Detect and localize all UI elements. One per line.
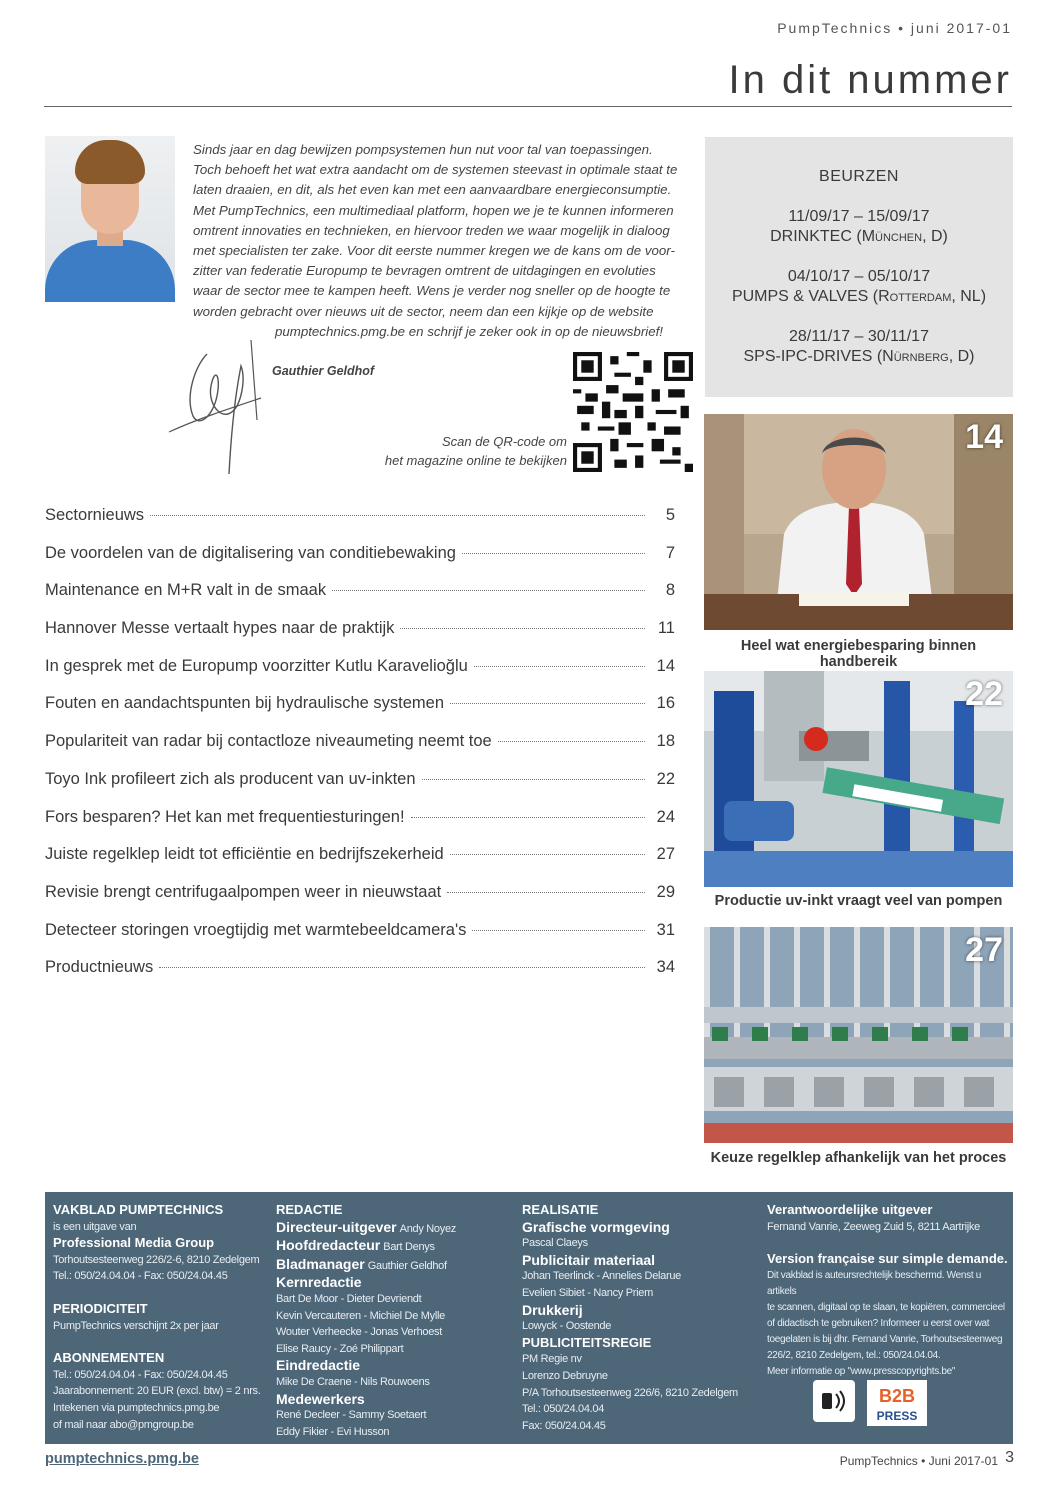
colophon-heading: REALISATIE [522,1202,599,1217]
colophon-text: Jaarabonnement: 20 EUR (excl. btw) = 2 nrs. [53,1385,261,1398]
colophon-text: 226/2, 8210 Zedelgem, tel.: 050/24.04.04. [767,1349,941,1361]
colophon-text: Fernand Vanrie, Zeeweg Zuid 5, 8211 Aartrijke [767,1220,980,1233]
colophon-text: René Decleer - Sammy Soetaert [276,1409,427,1422]
colophon-text: of mail naar abo@pmgroup.be [53,1418,194,1431]
toc-item[interactable] [45,770,675,808]
toc-item[interactable] [45,921,675,959]
feature-caption: Productie uv-inkt vraagt veel van pompen [714,893,1003,909]
colophon-role: Publicitair materiaal [522,1251,656,1268]
trade-fair-item [705,207,1013,247]
colophon-text: PM Regie nv [522,1353,582,1366]
toc-title: Maintenance en M+R valt in de smaak [45,581,327,600]
toc-item[interactable] [45,883,675,921]
colophon-text: Lowyck - Oostende [522,1320,612,1333]
colophon-heading: ABONNEMENTEN [53,1350,165,1366]
toc-title: Fouten en aandachtspunten bij hydraulische systemen [45,694,445,713]
editorial-intro [193,140,683,342]
colophon-heading: VAKBLAD PUMPTECHNICS [53,1202,224,1217]
colophon-heading: REDACTIE [276,1202,343,1217]
colophon-text: Eddy Fikier - Evi Husson [276,1425,390,1438]
colophon-text: te scannen, digitaal op te slaan, te kopiëren, commercieel [767,1301,1005,1313]
colophon-text: toegelaten is bij dhr. Fernand Vanrie, Torhoutsesteenweg [767,1333,1003,1345]
colophon-text: Pascal Claeys [522,1237,588,1250]
toc-item[interactable] [45,808,675,846]
colophon-editorial [276,1202,506,1440]
colophon-text: is een uitgave van [53,1220,137,1233]
colophon-text: Bart Denys [383,1241,435,1254]
intro-line: waar de sector mee te kampen heeft. Wens je verder nog sneller op de hoogte te [193,283,671,299]
signer-name: Gauthier Geldhof [272,364,375,378]
toc-page: 27 [656,845,675,864]
svg-text:PRESS: PRESS [876,1409,918,1423]
toc-item[interactable] [45,732,675,770]
feature-caption: Keuze regelklep afhankelijk van het proces [710,1150,1007,1166]
footer-publication: PumpTechnics • Juni 2017-01 [839,1454,998,1468]
trade-fair-location: (München, D) [856,228,948,245]
qr-caption-line: Scan de QR-code om [441,434,567,449]
toc-item[interactable] [45,581,675,619]
colophon-heading: PUBLICITEITSREGIE [522,1334,652,1350]
intro-line-last: pumptechnics.pmg.be en schrijf je zeker ook in op de nieuwsbrief! [274,323,663,339]
trade-fair-location: (Nürnberg, D) [876,348,975,365]
qr-caption-line: het magazine online te bekijken [384,453,567,468]
toc-page: 5 [665,506,675,524]
intro-line: Sinds jaar en dag bewijzen pompsystemen hun nut voor tal van toepassingen. [193,142,653,157]
toc-title: Hannover Messe vertaalt hypes naar de praktijk [45,619,395,638]
toc-page: 34 [656,958,675,977]
trade-fair-name: SPS-IPC-DRIVES [743,348,873,365]
toc-item[interactable] [45,694,675,732]
colophon-text: Gauthier Geldhof [367,1259,447,1272]
colophon [45,1192,1013,1444]
colophon-text: Tel.: 050/24.04.04 - Fax: 050/24.04.45 [53,1368,228,1381]
intro-line: laten draaien, en dit, als het even kan met een aanvaardbare energieconsumptie. [193,182,672,198]
trade-fair-name: PUMPS & VALVES [731,288,869,305]
toc-page: 29 [656,882,675,901]
colophon-publisher [53,1202,268,1433]
intro-line: Toch behoeft het wat extra aandacht om de systemen steevast in optimale staat te [193,162,678,178]
colophon-heading: Version française sur simple demande. [767,1251,1008,1267]
feature-caption: Heel wat energiebesparing binnen handbereik [740,638,977,670]
toc-page: 11 [657,619,675,638]
toc-title: In gesprek met de Europump voorzitter Kutlu Karavelioğlu [45,656,468,675]
trade-fair-dates: 11/09/17 – 15/09/17 [788,208,930,225]
copyright-scan-icon [813,1380,855,1422]
colophon-production [522,1202,762,1434]
trade-fair-location: (Rotterdam, NL) [872,288,987,305]
qr-caption [360,432,567,470]
toc-item[interactable] [45,657,675,695]
feature-image-14[interactable] [704,414,1013,630]
colophon-text: Fax: 050/24.04.45 [522,1419,606,1432]
trade-fairs-box [705,137,1013,397]
toc-page: 31 [656,920,675,939]
toc-item[interactable] [45,506,675,544]
colophon-text: Torhoutsesteenweg 226/2-6, 8210 Zedelgem [53,1253,260,1266]
colophon-role: Bladmanager [276,1255,365,1272]
editor-photo [45,136,175,302]
trade-fair-name: DRINKTEC [770,228,852,245]
colophon-role: Medewerkers [276,1390,365,1407]
colophon-role: Directeur-uitgever [276,1218,397,1235]
colophon-role: Grafische vormgeving [522,1218,670,1235]
toc-page: 14 [656,656,675,675]
trade-fair-dates: 28/11/17 – 30/11/17 [789,328,929,345]
trade-fair-item [705,327,1013,367]
colophon-text: of didactisch te gebruiken? Informeer u eerst over wat [767,1317,990,1329]
toc-title: Sectornieuws [45,506,145,524]
toc-item[interactable] [45,544,675,582]
table-of-contents [45,506,675,996]
page-number: 3 [1005,1449,1014,1466]
colophon-role: Drukkerij [522,1301,583,1318]
title-divider [44,106,1012,107]
colophon-text: Lorenzo Debruyne [522,1369,608,1382]
toc-page: 18 [656,732,675,751]
colophon-text: Professional Media Group [53,1235,215,1251]
colophon-text: Evelien Sibiet - Nancy Priem [522,1286,653,1299]
page-title: In dit nummer [728,58,1012,102]
intro-line: worden gebracht over nieuws uit de sector, neem dan een kijkje op de website [193,303,654,319]
colophon-role: Kernredactie [276,1274,362,1291]
colophon-text: Johan Teerlinck - Annelies Delarue [522,1270,681,1283]
toc-item[interactable] [45,619,675,657]
toc-page: 22 [656,769,675,788]
toc-page: 16 [656,694,675,713]
toc-title: Toyo Ink profileert zich als producent van uv-inkten [45,769,416,788]
colophon-text: Intekenen via pumptechnics.pmg.be [53,1401,220,1414]
colophon-text: PumpTechnics verschijnt 2x per jaar [53,1319,219,1332]
toc-title: De voordelen van de digitalisering van conditiebewaking [45,543,456,562]
toc-title: Fors besparen? Het kan met frequentiesturingen! [45,807,405,826]
b2b-press-logo [867,1380,927,1426]
colophon-text: Andy Noyez [399,1222,456,1235]
intro-line: omtrent innovaties en technieken, en hiervoor treden we waar mogelijk in dialoog [193,222,670,238]
colophon-text: Bart De Moor - Dieter Devriendt [276,1292,422,1305]
toc-title: Populariteit van radar bij contactloze niveaumeting neemt toe [45,732,492,751]
toc-title: Juiste regelklep leidt tot efficiëntie en bedrijfszekerheid [45,845,444,864]
colophon-text: Tel.: 050/24.04.04 [522,1403,605,1416]
feature-image-22[interactable] [704,671,1013,887]
toc-item[interactable] [45,845,675,883]
colophon-text: Mike De Craene - Nils Rouwoens [276,1375,430,1388]
colophon-heading: PERIODICITEIT [53,1300,148,1316]
colophon-text: Tel.: 050/24.04.04 - Fax: 050/24.04.45 [53,1270,228,1283]
colophon-role: Hoofdredacteur [276,1237,381,1254]
signature-image [165,336,275,476]
svg-text:B2B: B2B [878,1386,916,1406]
toc-title: Productnieuws [45,958,154,977]
trade-fair-dates: 04/10/17 – 05/10/17 [787,268,931,285]
qr-code[interactable] [573,352,693,472]
feature-page-number: 22 [965,675,1003,713]
colophon-text: Dit vakblad is auteursrechtelijk beschermd. Wenst u artikels [767,1269,982,1297]
intro-line: zitter van federatie Europump te bevragen omtrent de uitdagingen en evoluties [193,263,656,279]
toc-item[interactable] [45,958,675,996]
colophon-text: Elise Raucy - Zoé Philippart [276,1342,404,1355]
colophon-text: Wouter Verheecke - Jonas Verhoest [276,1326,442,1339]
feature-page-number: 14 [965,418,1003,456]
feature-image-27[interactable] [704,927,1013,1143]
colophon-text: Kevin Vercauteren - Michiel De Mylle [276,1309,445,1322]
toc-page: 8 [665,581,675,600]
toc-title: Detecteer storingen vroegtijdig met warmtebeeldcamera's [45,920,467,939]
colophon-text: P/A Torhoutsesteenweg 226/6, 8210 Zedelgem [522,1386,738,1399]
feature-page-number: 27 [965,931,1003,969]
toc-title: Revisie brengt centrifugaalpompen weer in nieuwstaat [45,882,442,901]
colophon-heading: Verantwoordelijke uitgever [767,1202,933,1217]
colophon-text: Meer informatie op "www.presscopyrights.be" [767,1365,956,1377]
website-link[interactable]: pumptechnics.pmg.be [45,1451,199,1467]
toc-page: 7 [665,543,675,562]
colophon-role: Eindredactie [276,1357,361,1374]
intro-line: met specialisten ter zake. Voor dit eerste nummer kregen we de kans om de voor- [193,243,675,259]
trade-fairs-title: BEURZEN [819,168,899,185]
running-head: PumpTechnics • juni 2017-01 [777,20,1012,36]
toc-page: 24 [656,807,675,826]
intro-line: Met PumpTechnics, een multimediaal platform, hopen we je te kunnen informeren [193,202,674,218]
colophon-legal [767,1202,1009,1380]
trade-fair-item [705,267,1013,307]
